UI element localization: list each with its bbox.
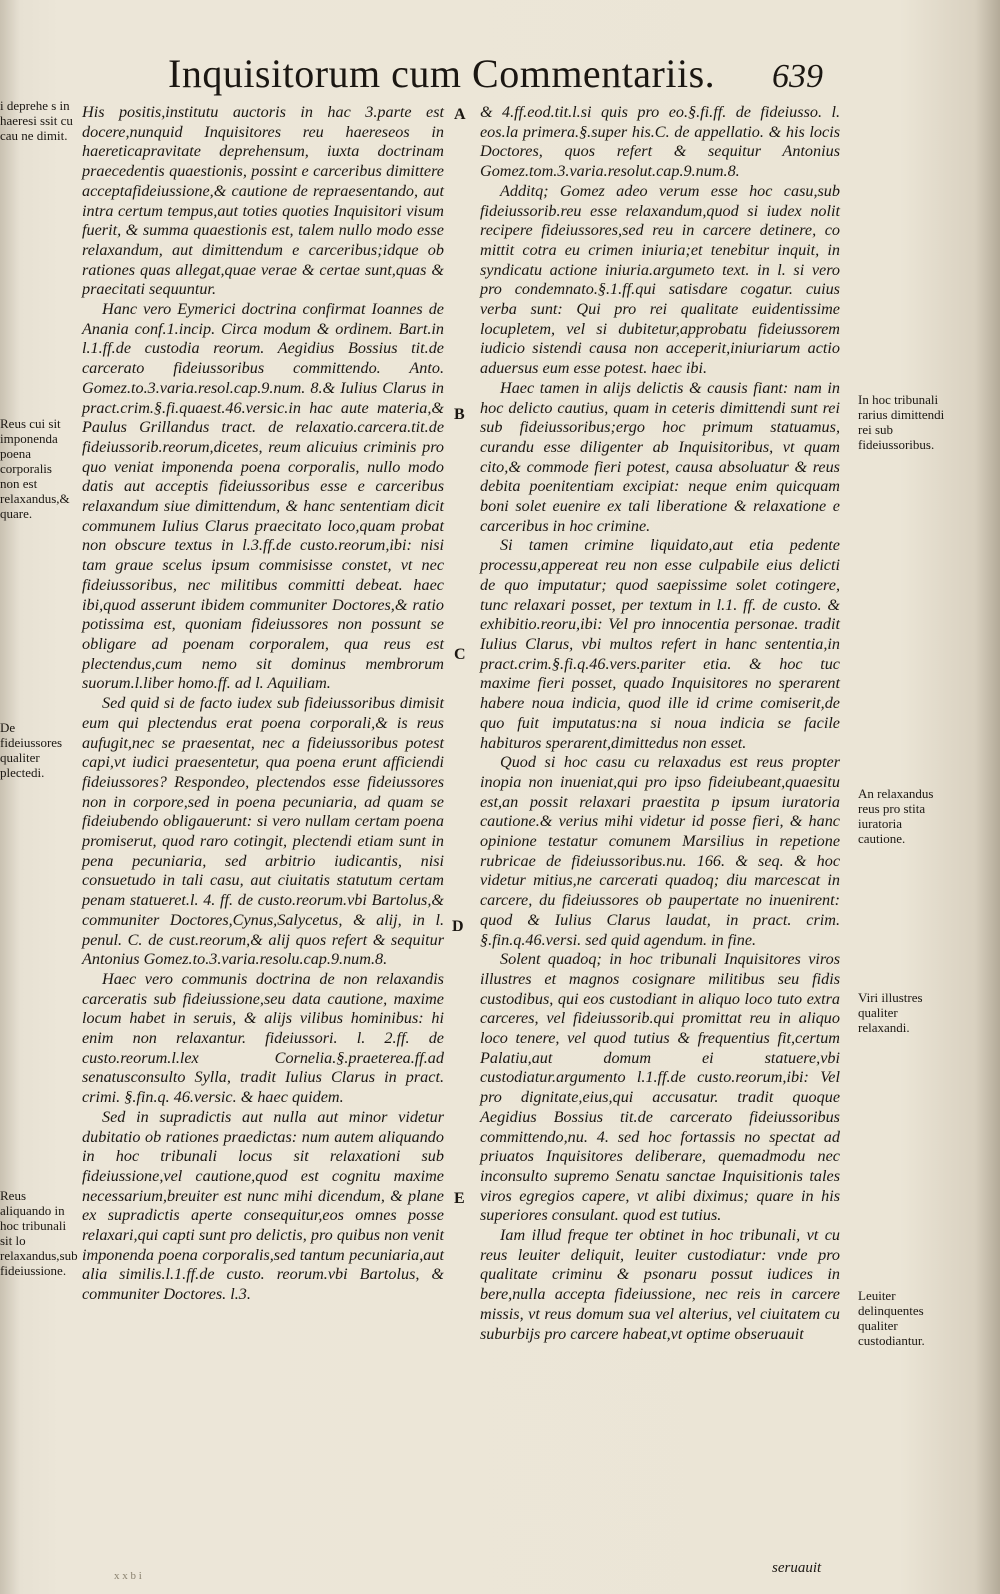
section-letter: C xyxy=(454,646,466,663)
margin-note-left: Reus aliquando in hoc tribunali sit lo relaxandus,sub fideiussione. xyxy=(0,1188,78,1278)
left-text-column xyxy=(82,103,444,1305)
body-paragraph: & 4.ff.eod.tit.l.si quis pro eo.§.fi.ff. de fideiusso. l. eos.la primera.§.super his.C. de appellatio. & his locis Doctores, quos refert & sequitur Antonius Gomez.tom.3.varia.resolut.cap.9.num.8. xyxy=(480,103,840,181)
page-number: 639 xyxy=(772,58,823,95)
section-letter: D xyxy=(452,918,464,935)
margin-note-left: De fideiussores qualiter plectedi. xyxy=(0,720,63,780)
margin-note-left: Reus cui sit imponenda poena corporalis non est relaxandus,& quare. xyxy=(0,416,70,521)
body-paragraph: Haec tamen in alijs delictis & causis fiant: nam in hoc delicto cautius, quam in ceteris dimittendi sunt rei sub fideiussoribus;ergo hoc primum statuamus, curandu esse diligenter ab Inquisitoribus, vt quam cito,& commode fieri potest, causa absoluatur & reus debita poenitentiam excipiat: neque enim quicquam boni solet euenire ex tali liberatione & relaxatione e carceribus in hoc crimine. xyxy=(480,378,840,535)
running-head-title: Inquisitorum cum Commentariis. xyxy=(168,51,716,96)
signature-mark: x x b i xyxy=(114,1570,142,1582)
margin-note-left: i deprehe s in haeresi ssit cu cau ne dimit. xyxy=(0,98,73,143)
section-letter: A xyxy=(454,106,466,123)
body-paragraph: Quod si hoc casu cu relaxadus est reus propter inopia non inueniat,qui pro ipso fideiubeant,quaesitu est,an possit relaxari praestita p ipsum iuratoria cautione.& verius mihi videtur id posse fieri, & hanc opinione testatur comunem Marsilius in repetione rubricae de fideiussoribus.nu. 166. & seq. & hoc videtur mitius,ne carcerati quadoq; diu marcescat in carcere, du fideiussores ob paupertate no inuenirent: quod & Iulius Clarus laudat, in pract. crim. §.fin.q.46.versi. sed quid agendum. in fine. xyxy=(480,753,840,949)
catchword: seruauit xyxy=(772,1560,822,1576)
margin-note-right: In hoc tribunali rarius dimittendi rei sub fideiussoribus. xyxy=(858,392,945,452)
body-paragraph: Si tamen crimine liquidato,aut etia pedente processu,appereat reu non esse culpabile eius delicti de quo imputatur; quod saepissime solet cotingere, tunc relaxari posset, per textum in l.1. ff. de custo. & exhibitio.reoru,ibi: Vel pro innocentia personae. tradit Iulius Clarus, vbi multos refert in hanc sententia,in pract.crim.§.fi.q.46.vers.pariter etia. & hoc tuc maxime fieri posset, quado Inquisitores no sperarent habere noua indicia, quod ille id crime comiserit,de quo fuit imputatus:na si noua indicia se facile habituros sperarent,dimittedus non esset. xyxy=(480,536,840,752)
section-letter: B xyxy=(454,406,465,423)
body-paragraph: Haec vero communis doctrina de non relaxandis carceratis sub fideiussione,seu data cautione, maxime locum habet in seruis, & alijs vilibus hominibus: hi enim non relaxantur. fideiussori. l. 2.ff. de custo.reorum.l.lex Cornelia.§.praeterea.ff.ad senatusconsulto Sylla, tradit Iulius Clarus in pract. crimi. §.fin.q. 46.versic. & haec quidem. xyxy=(82,969,444,1107)
body-paragraph: Solent quadoq; in hoc tribunali Inquisitores viros illustres et magnos cosignare militibus seu fidis custodibus, qui eos custodiant in aliquo loco tuto extra carceres, vel fideiussorib.qui promittat reu in aliquo loco tenere, vel quod tutius & frequentius fit,certum Palatiu,aut domum ei statuere,vbi custodiatur.argumento l.1.ff.de custo.reorum,ibi: Vel pro dignitate,eius,qui accusatur. tradit quoque Aegidius Bossius tit.de carcerato fideiussoribus committendo,nu. 4. sed hoc fortassis no spectat ad priuatos Inquisitores deliberare, quemadmodu nec inconsulto supremo Senatu sanctae Inquisitionis tales viros egregios capere, vt alibi diximus; quare in his superiores consulant. quod est tutius. xyxy=(480,950,840,1225)
body-paragraph: Iam illud freque ter obtinet in hoc tribunali, vt cu reus leuiter deliquit, leuiter custodiatur: vnde pro qualitate criminu & psonaru possut iudices in bere,nulla accepta fideiussione, nec reis in carcere missis, vt reus domum sua vel alterius, vel ciuitatem cu suburbijs pro carcere habeat,vt optime obseruauit xyxy=(480,1226,840,1343)
right-text-column xyxy=(480,103,840,1344)
margin-note-right: An relaxandus reus pro stita iuratoria cautione. xyxy=(858,786,934,846)
section-letter: E xyxy=(454,1190,465,1207)
body-paragraph: Sed quid si de facto iudex sub fideiussoribus dimisit eum qui plectendus erat poena corporali,& is reus aufugit,nec se praesentat, nec a fideiussoribus potest capi,vt iudici praesentetur, qua poena erunt afficiendi fideiussores? Respondeo, plectendos esse fideiussores non in corpore,sed in poena pecuniaria, ad quam se fideiubendo obligauerunt: si vero nullam certam poena promiserut, quod raro cotingit, plectendi etiam sunt in pena pecuniaria, sed arbitrio iudicantis, nisi consuetudo in tali casu, aut ciuitatis statutum certam penam statueret.l. 4. ff. de custo.reorum.vbi Bartolus,& communiter Doctores,Cynus,Salycetus, & alij, in l. penul. C. de cust.reorum,& alij quos refert & sequitur Antonius Gomez.to.3.varia.resolu.cap.9.num.8. xyxy=(82,694,444,969)
body-paragraph: Hanc vero Eymerici doctrina confirmat Ioannes de Anania conf.1.incip. Circa modum & ordinem. Bart.in l.1.ff.de custodia reorum. Aegidius Bossius tit.de carcerato fideiussoribus committendo. Anto. Gomez.to.3.varia.resol.cap.9.num. 8.& Iulius Clarus in pract.crim.§.fi.quaest.46.versic.in hac aute materia,& Paulus Grillandus tract. de relaxatio.carcera.tit.de fideiussorib.reorum,dicetes, reum alicuius criminis pro quo veniat imponenda poena corporalis, nullo modo datis aut acceptis fideiussoribus esse e carceribus relaxandum siue dimittendum, & hanc sententiam dicit communem Iulius Clarus praecitato loco,quam probat non obscure textus in l.3.ff.de custo.reorum,ibi: nisi tam graue scelus ipsum commisisse constet, vt nec fideiussoribus, nec militibus committi debeat. haec ibi,quod asserunt ibidem communiter Doctores,& ratio potissima est, quoniam fideiussores non possunt se obligare ad poenam corporalem, qua reus est plectendus,cum nemo sit dominus membrorum suorum.l.liber homo.ff. ad l. Aquiliam. xyxy=(82,300,444,693)
body-paragraph: Additq; Gomez adeo verum esse hoc casu,sub fideiussorib.reu esse relaxandum,quod si iudex nolit recipere fideiussores,sed reu in carcere detinere, co mittit cotra eu crimen iniuria;et tenebitur inquit, in syndicatu actione iniuria.argumeto text. in l. si vero pro condemnato.§.1.ff.qui satisdare cogatur. cuius verba sunt: Qui pro rei qualitate euidentissime locupletem, vel si dubitetur,approbatu fideiussorem iudicio sistendi causa non acceperit,iniuriarum actio aduersus eum esse potest. haec ibi. xyxy=(480,181,840,378)
margin-note-right: Viri illustres qualiter relaxandi. xyxy=(858,990,923,1035)
body-paragraph: His positis,institutu auctoris in hac 3.parte est docere,nunquid Inquisitores reu haereseos in haereticapravitate deprehensum, iuxta doctrinam praecedentis quaestionis, possint e carceribus dimittere acceptafideiussione,& cautione de repraesentando, aut intra certum tempus,aut toties quoties Inquisitori visum fuerit, & summa quaestionis est, talem nullo modo esse relaxandum, aut dimittendum e carceribus;idque ob rationes quas allegat,quae verae & certae sunt,quas & praecitati sequuntur. xyxy=(82,103,444,299)
margin-note-right: Leuiter delinquentes qualiter custodiantur. xyxy=(858,1288,925,1348)
body-paragraph: Sed in supradictis aut nulla aut minor videtur dubitatio ob rationes praedictas: num autem aliquando in hoc tribunali locus sit relaxationi sub fideiussione,vel cautione,quod est cognitu maxime necessarium,breuiter est nunc mihi dicendum, & plane ex supradictis aperte consequitur,eos omnes posse relaxari,qui capti sunt pro delictis, pro quibus non venit imponenda poena corporalis,sed tantum pecuniaria,aut alia similis.l.1.ff.de custo. reorum.vbi Bartolus, & communiter Doctores. l.3. xyxy=(82,1107,444,1304)
